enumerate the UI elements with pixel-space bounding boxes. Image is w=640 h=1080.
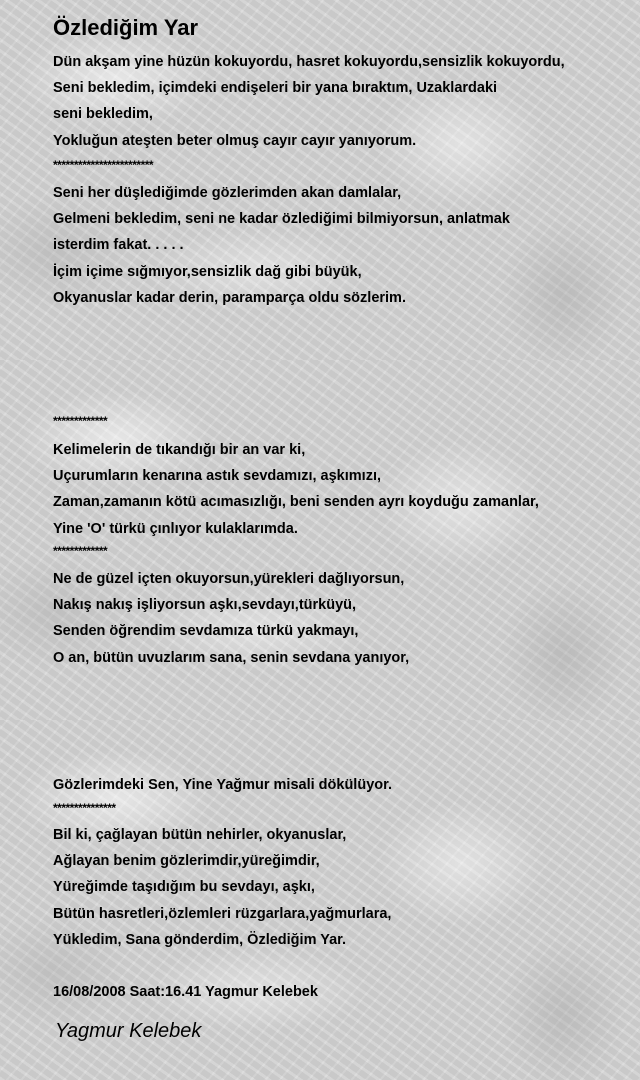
poem-line: Dün akşam yine hüzün kokuyordu, hasret kokuyordu,sensizlik kokuyordu,: [53, 54, 565, 70]
poem-line: Yükledim, Sana gönderdim, Özlediğim Yar.: [53, 931, 347, 948]
stanza-1: [53, 49, 633, 154]
poem-line: Gelmeni bekledim, seni ne kadar özlediğimi bilmiyorsun, anlatmak: [53, 211, 510, 228]
poem-line: Nakış nakış işliyorsun aşkı,sevdayı,türküyü,: [53, 597, 357, 614]
stanza-5: [53, 772, 633, 798]
separator: [53, 544, 633, 558]
poem-line: isterdim fakat. . . . .: [53, 237, 184, 254]
poem-line: Yine 'O' türkü çınlıyor kulaklarımda.: [53, 520, 298, 537]
poem-title: Özlediğim Yar: [53, 15, 199, 40]
date-line: [53, 979, 633, 1005]
poem-line: Uçurumların kenarına astık sevdamızı, aşkımızı,: [53, 468, 382, 485]
poem-line: Seni her düşlediğimde gözlerimden akan damlalar,: [53, 185, 402, 201]
poem-line: Zaman,zamanın kötü acımasızlığı, beni senden ayrı koyduğu zamanlar,: [53, 494, 539, 511]
separator-stars: ***************: [53, 801, 116, 815]
poem-line: O an, bütün uvuzlarım sana, senin sevdana yanıyor,: [53, 649, 410, 666]
poem-line: Yokluğun ateşten beter olmuş cayır cayır yanıyorum.: [53, 132, 417, 149]
stanza-3: [53, 437, 633, 542]
stanza-2: [53, 180, 633, 311]
poem-line: Ne de güzel içten okuyorsun,yürekleri dağlıyorsun,: [53, 571, 405, 587]
poem-line: Seni bekledim, içimdeki endişeleri bir yana bıraktım, Uzaklardaki: [53, 80, 498, 97]
poem-line: Gözlerimdeki Sen, Yine Yağmur misali dökülüyor.: [53, 777, 392, 793]
separator-stars: *************: [53, 414, 108, 428]
separator: [53, 414, 633, 428]
poem-line: Ağlayan benim gözlerimdir,yüreğimdir,: [53, 853, 320, 870]
separator: [53, 801, 633, 815]
poem-panel-1: [0, 0, 640, 360]
poem-line: seni bekledim,: [53, 106, 153, 123]
poem-panel-2: [0, 360, 640, 720]
author-signature: Yagmur Kelebek: [55, 1020, 202, 1042]
poem-line: İçim içime sığmıyor,sensizlik dağ gibi büyük,: [53, 263, 362, 280]
poem-panel-3: [0, 720, 640, 1080]
poem-line: Kelimelerin de tıkandığı bir an var ki,: [53, 442, 306, 458]
poem-line: Bil ki, çağlayan bütün nehirler, okyanuslar,: [53, 827, 347, 843]
date-text: 16/08/2008 Saat:16.41 Yagmur Kelebek: [53, 984, 318, 1000]
separator: [53, 158, 633, 172]
separator-stars: ************************: [53, 158, 154, 172]
poem-line: Yüreğimde taşıdığım bu sevdayı, aşkı,: [53, 879, 315, 896]
separator-stars: *************: [53, 544, 108, 558]
stanza-4: [53, 566, 633, 671]
stanza-6: [53, 822, 633, 953]
poem-line: Bütün hasretleri,özlemleri rüzgarlara,yağmurlara,: [53, 905, 392, 922]
poem-line: Senden öğrendim sevdamıza türkü yakmayı,: [53, 623, 359, 640]
poem-line: Okyanuslar kadar derin, paramparça oldu sözlerim.: [53, 289, 406, 306]
